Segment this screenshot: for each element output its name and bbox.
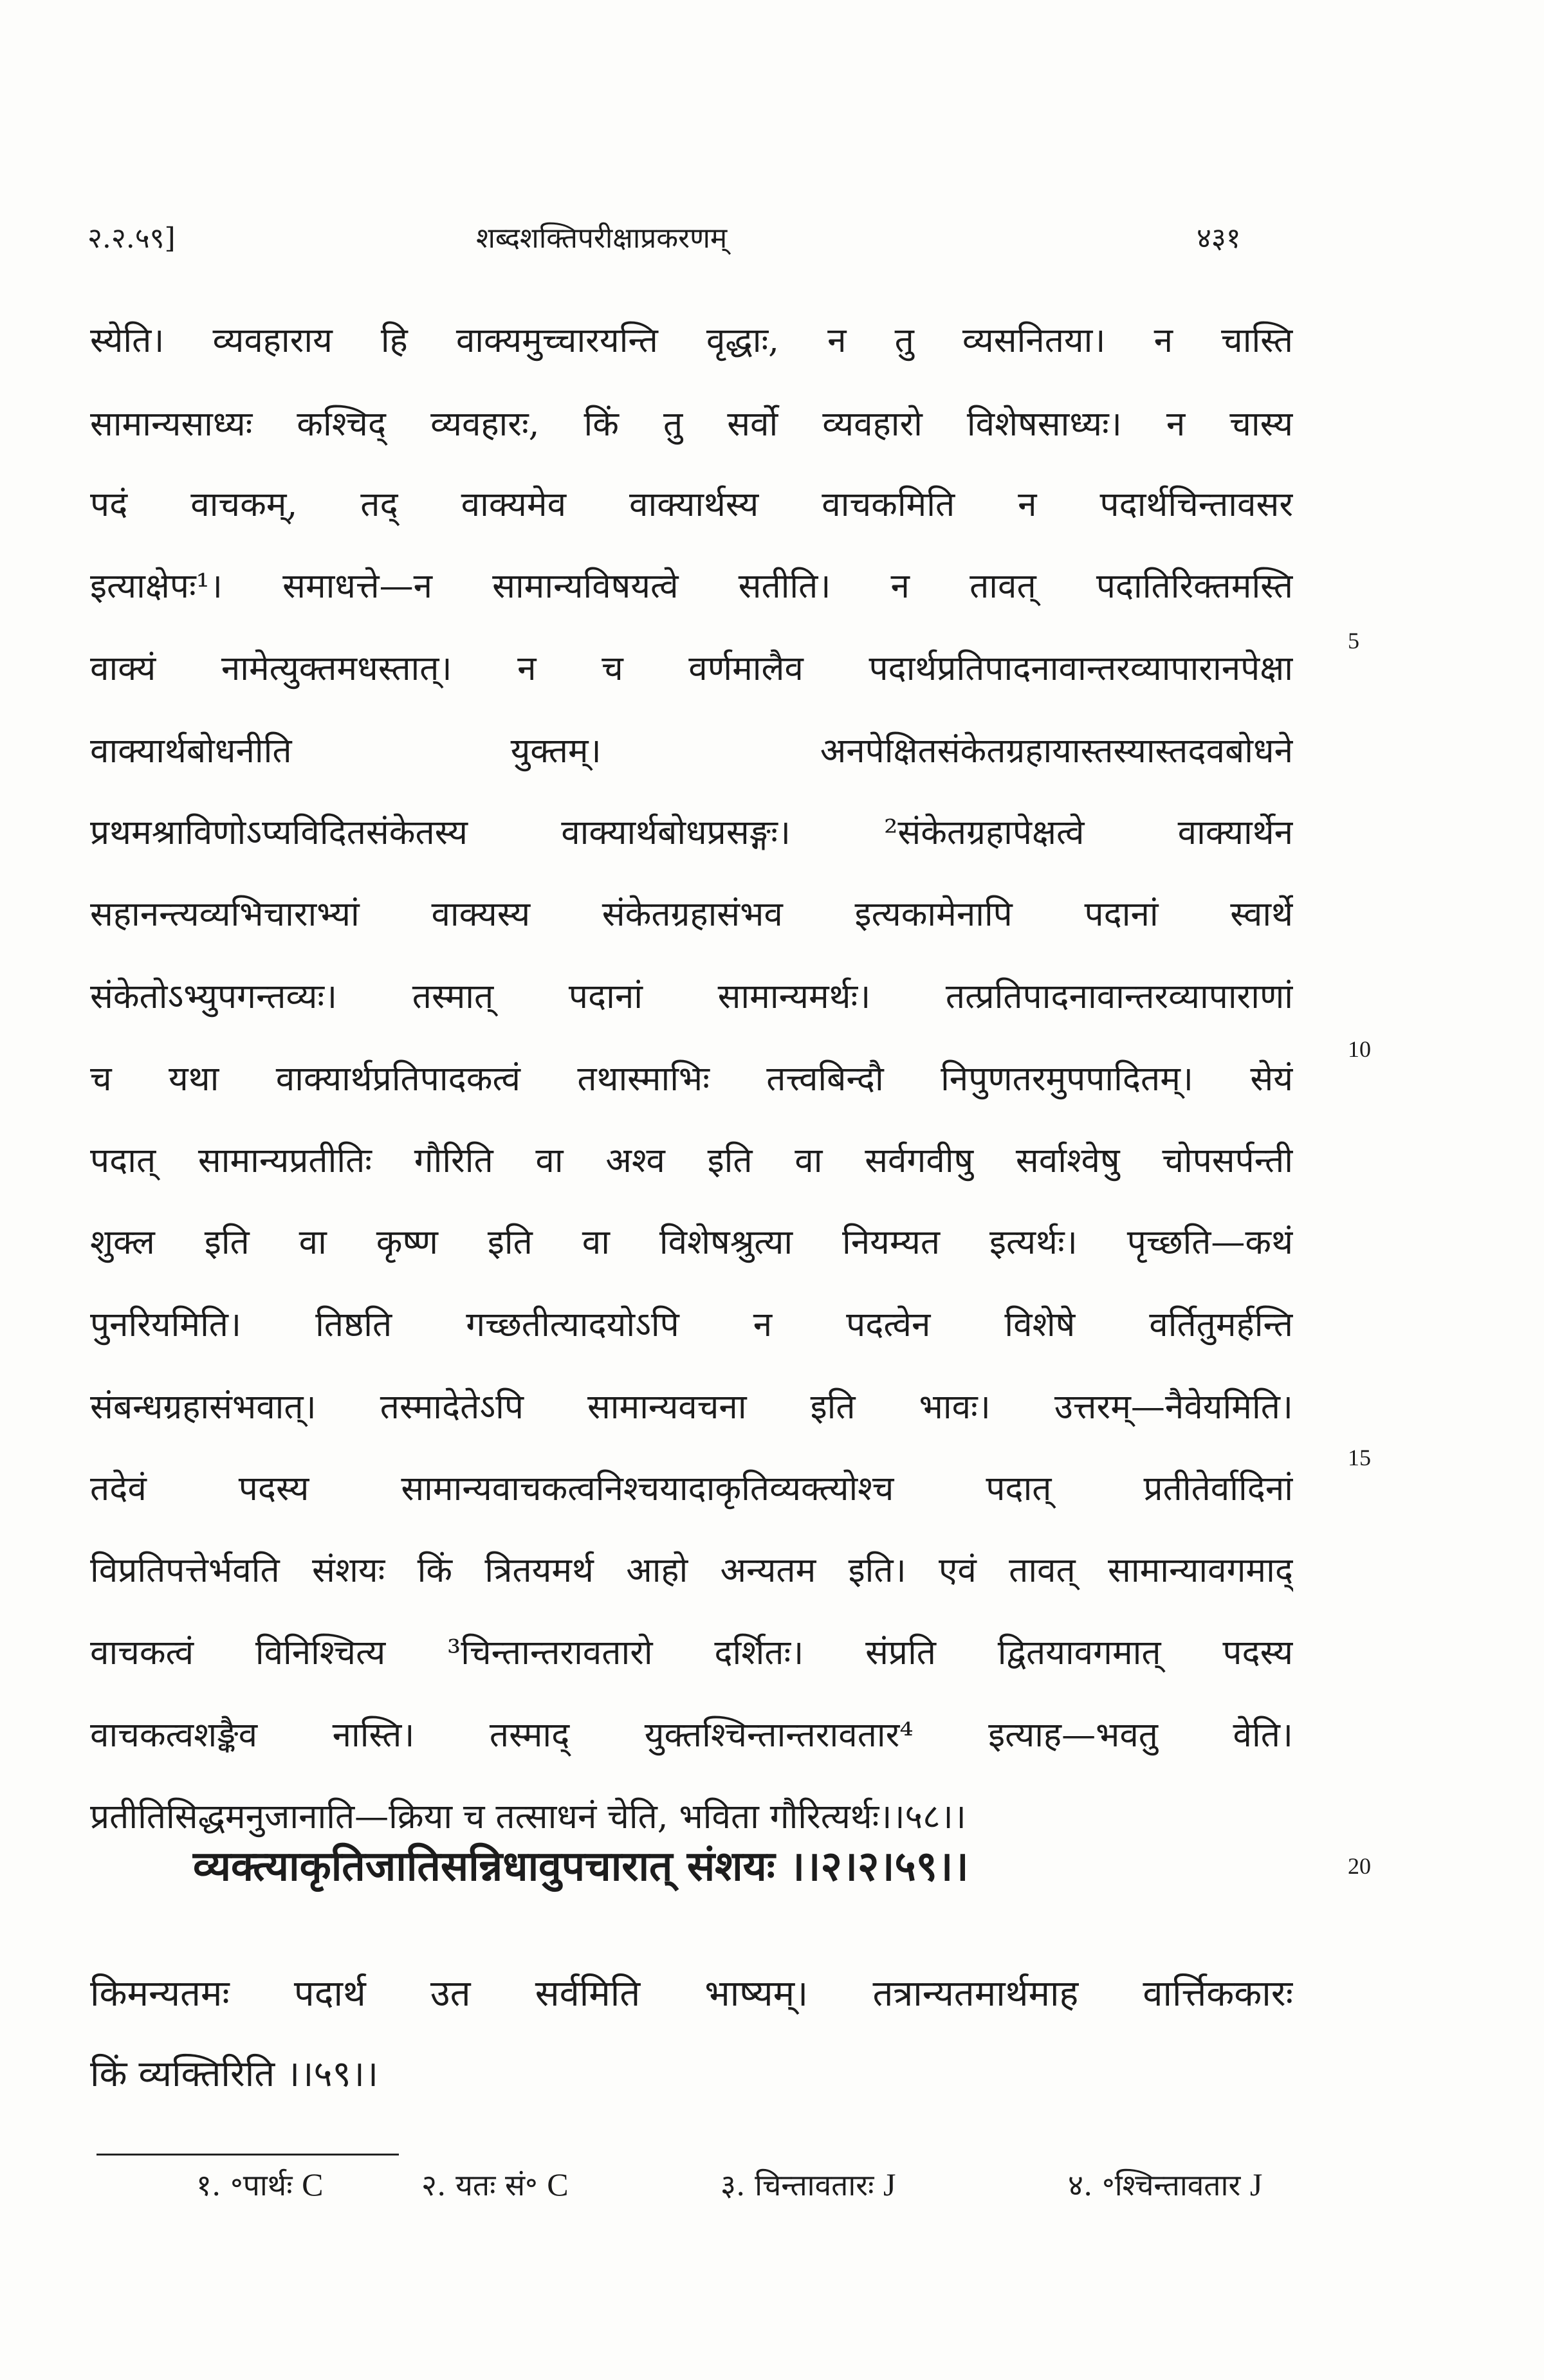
manuscript-siglum: J	[1249, 2166, 1263, 2202]
text-line: पदं वाचकम्, तद् वाक्यमेव वाक्यार्थस्य वाचकमिति न पदार्थचिन्तावसर	[90, 485, 1293, 524]
footnote	[721, 2165, 896, 2204]
footnote-text: १. ॰पार्थः	[196, 2168, 293, 2202]
text-line: तदेवं पदस्य सामान्यवाचकत्वनिश्चयादाकृतिव्यक्त्योश्च पदात् प्रतीतेर्वादिनां	[90, 1469, 1293, 1508]
text-line: इत्याक्षेपः¹। समाधत्ते—न सामान्यविषयत्वे सतीति। न तावत् पदातिरिक्तमस्ति	[90, 567, 1293, 606]
text-line: च यथा वाक्यार्थप्रतिपादकत्वं तथास्माभिः तत्त्वबिन्दौ निपुणतरमुपपादितम्। सेयं	[90, 1059, 1293, 1099]
text-line: वाचकत्वं विनिश्चित्य ³चिन्तान्तरावतारो दर्शितः। संप्रति द्वितयावगमात् पदस्य	[90, 1633, 1293, 1672]
manuscript-siglum: C	[302, 2166, 324, 2202]
running-title: शब्दशक्तिपरीक्षाप्रकरणम्	[476, 222, 728, 255]
footnote-text: ३. चिन्तावतारः	[721, 2168, 874, 2202]
footnote	[1068, 2165, 1262, 2204]
bhashya-line: किमन्यतमः पदार्थ उत सर्वमिति भाष्यम्। तत्रान्यतमार्थमाह वार्त्तिककारः	[90, 1973, 1293, 2015]
page-number: ४३१	[1197, 222, 1241, 255]
footnote-text: २. यतः सं॰	[421, 2168, 538, 2202]
section-reference: २.२.५९]	[87, 222, 176, 255]
text-line: पदात् सामान्यप्रतीतिः गौरिति वा अश्व इति वा सर्वगवीषु सर्वाश्वेषु चोपसर्पन्ती	[90, 1141, 1293, 1180]
sutra-heading: व्यक्त्याकृतिजातिसन्निधावुपचारात् संशयः ।।२।२।५९।।	[193, 1842, 969, 1890]
text-line: सामान्यसाध्यः कश्चिद् व्यवहारः, किं तु सर्वो व्यवहारो विशेषसाध्यः। न चास्य	[90, 405, 1293, 444]
text-line: वाक्यार्थबोधनीति युक्तम्। अनपेक्षितसंकेतग्रहायास्तस्यास्तदवबोधने	[90, 731, 1293, 771]
text-line: संबन्धग्रहासंभवात्। तस्मादेतेऽपि सामान्यवचना इति भावः। उत्तरम्—नैवेयमिति।	[90, 1387, 1293, 1427]
manuscript-siglum: C	[547, 2166, 569, 2202]
footnote	[196, 2165, 323, 2204]
text-line: वाक्यं नामेत्युक्तमधस्तात्। न च वर्णमालैव पदार्थप्रतिपादनावान्तरव्यापारानपेक्षा	[90, 649, 1293, 688]
line-number: 10	[1348, 1036, 1371, 1062]
text-line: प्रथमश्राविणोऽप्यविदितसंकेतस्य वाक्यार्थबोधप्रसङ्गः। ²संकेतग्रहापेक्षत्वे वाक्यार्थेन	[90, 813, 1293, 852]
text-line: वाचकत्वशङ्कैव नास्ति। तस्माद् युक्तश्चिन्तान्तरावतार⁴ इत्याह—भवतु वेति।	[90, 1716, 1293, 1755]
text-line: पुनरियमिति। तिष्ठति गच्छतीत्यादयोऽपि न पदत्वेन विशेषे वर्तितुमर्हन्ति	[90, 1305, 1293, 1344]
footnote-divider	[96, 2154, 399, 2156]
line-number: 15	[1348, 1445, 1371, 1470]
text-line: स्येति। व्यवहाराय हि वाक्यमुच्चारयन्ति वृद्धाः, न तु व्यसनितया। न चास्ति	[90, 321, 1293, 360]
footnote	[421, 2165, 569, 2204]
footnote-text: ४. ॰श्चिन्तावतार	[1068, 2168, 1241, 2202]
line-number: 20	[1348, 1853, 1371, 1879]
text-line: संकेतोऽभ्युपगन्तव्यः। तस्मात् पदानां सामान्यमर्थः। तत्प्रतिपादनावान्तरव्यापाराणां	[90, 977, 1293, 1016]
line-number: 5	[1348, 628, 1359, 654]
text-line: सहानन्त्यव्यभिचाराभ्यां वाक्यस्य संकेतग्रहासंभव इत्यकामेनापि पदानां स्वार्थे	[90, 895, 1293, 934]
text-line: प्रतीतिसिद्धमनुजानाति—क्रिया च तत्साधनं चेति, भविता गौरित्यर्थः।।५८।।	[90, 1797, 966, 1836]
text-line: विप्रतिपत्तेर्भवति संशयः किं त्रितयमर्थ आहो अन्यतम इति। एवं तावत् सामान्यावगमाद्	[90, 1551, 1293, 1590]
manuscript-siglum: J	[883, 2166, 896, 2202]
footnotes	[0, 2165, 1544, 2210]
bhashya-line: किं व्यक्तिरिति ।।५९।।	[90, 2053, 379, 2095]
text-line: शुक्ल इति वा कृष्ण इति वा विशेषश्रुत्या नियम्यत इत्यर्थः। पृच्छति—कथं	[90, 1223, 1293, 1262]
